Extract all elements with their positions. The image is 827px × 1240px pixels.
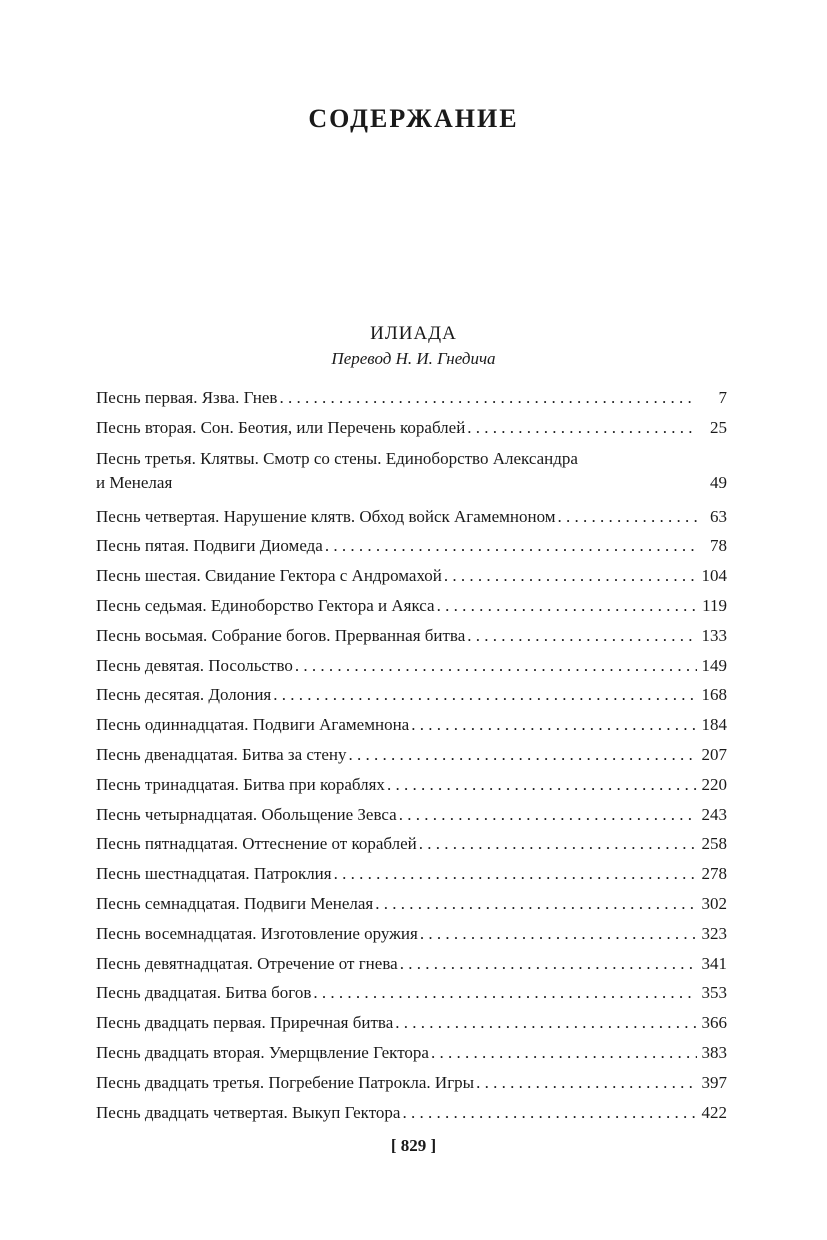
toc-entry-title: Песнь четвертая. Нарушение клятв. Обход войск Агамемноном [96, 506, 556, 526]
toc-leader-dots [476, 1068, 697, 1098]
toc-entry [96, 770, 727, 800]
toc-entry [96, 978, 727, 1008]
toc-entry-title: Песнь шестая. Свидание Гектора с Андромахой [96, 566, 442, 586]
toc-leader-dots [467, 621, 697, 651]
toc-entry [96, 800, 727, 830]
toc-entry-title: Песнь пятая. Подвиги Диомеда [96, 536, 323, 556]
toc-leader-dots [399, 800, 697, 830]
toc-entry [96, 531, 727, 561]
toc-entry-page: 397 [701, 1072, 727, 1092]
toc-leader-dots [349, 740, 697, 770]
toc-entry-title: Песнь первая. Язва. Гнев [96, 388, 278, 407]
toc-entry-page: 133 [701, 625, 727, 645]
toc-leader-dots [273, 680, 697, 710]
toc-entry [96, 1008, 727, 1038]
toc-entry-title: Песнь восьмая. Собрание богов. Прерванная битва [96, 625, 466, 645]
section-subtitle: Перевод Н. И. Гнедича [331, 349, 496, 368]
toc-leader-dots [419, 829, 697, 859]
toc-entry-page: 149 [701, 655, 727, 675]
page-title: СОДЕРЖАНИЕ [308, 104, 519, 133]
toc-leader-dots [334, 859, 697, 889]
toc-entry [96, 651, 727, 681]
toc-entry-page: 49 [710, 472, 727, 492]
table-of-contents [96, 383, 727, 1127]
toc-leader-dots [279, 383, 697, 413]
toc-entry [96, 859, 727, 889]
toc-entry [96, 443, 727, 499]
toc-entry-title: Песнь девятая. Посольство [96, 655, 293, 675]
toc-entry-page: 278 [701, 864, 727, 884]
toc-entry-title: Песнь шестнадцатая. Патроклия [96, 864, 332, 884]
toc-leader-dots [400, 949, 697, 979]
toc-entry-page: 323 [701, 923, 727, 943]
page-number: [ 829 ] [390, 1136, 437, 1155]
toc-leader-dots [295, 651, 697, 681]
toc-entry [96, 889, 727, 919]
toc-leader-dots [467, 413, 697, 443]
toc-entry-title: Песнь восемнадцатая. Изготовление оружия [96, 923, 418, 943]
toc-entry-page: 243 [701, 804, 727, 824]
toc-entry [96, 680, 727, 710]
toc-entry [96, 1068, 727, 1098]
toc-entry-page: 258 [701, 834, 727, 854]
toc-leader-dots [444, 561, 697, 591]
toc-entry-title: Песнь двадцать вторая. Умерщвление Гектора [96, 1042, 429, 1062]
toc-entry-title: Песнь двадцатая. Битва богов [96, 983, 312, 1003]
toc-entry [96, 919, 727, 949]
toc-entry-title: Песнь тринадцатая. Битва при кораблях [96, 774, 385, 794]
toc-entry-title: Песнь двадцать первая. Приречная битва [96, 1013, 394, 1033]
toc-entry-title: Песнь седьмая. Единоборство Гектора и Аякса [96, 595, 435, 615]
toc-entry-title: Песнь десятая. Долония [96, 685, 272, 705]
toc-entry-title: Песнь семнадцатая. Подвиги Менелая [96, 893, 374, 913]
toc-entry [96, 383, 727, 413]
toc-entry-title: Песнь третья. Клятвы. Смотр со стены. Единоборство Александра [96, 448, 578, 468]
toc-entry-title: Песнь одиннадцатая. Подвиги Агамемнона [96, 715, 410, 735]
toc-entry-title: Песнь двадцать четвертая. Выкуп Гектора [96, 1102, 401, 1122]
toc-entry-page: 353 [701, 983, 727, 1003]
toc-leader-dots [411, 710, 697, 740]
toc-entry-page: 422 [701, 1102, 727, 1122]
toc-leader-dots [395, 1008, 697, 1038]
toc-entry-page: 7 [718, 388, 727, 407]
toc-entry [96, 561, 727, 591]
toc-entry-page: 104 [701, 566, 727, 586]
toc-entry-title-continued: и Менелая [96, 472, 173, 492]
toc-leader-dots [375, 889, 697, 919]
toc-leader-dots [313, 978, 697, 1008]
toc-entry [96, 949, 727, 979]
toc-entry [96, 591, 727, 621]
toc-entry-page: 220 [701, 774, 727, 794]
toc-entry-page: 25 [710, 417, 727, 437]
toc-leader-dots [402, 1098, 697, 1128]
toc-entry-title: Песнь вторая. Сон. Беотия, или Перечень кораблей [96, 417, 466, 437]
toc-entry [96, 829, 727, 859]
toc-entry [96, 621, 727, 651]
toc-leader-dots [387, 770, 697, 800]
toc-entry [96, 1038, 727, 1068]
toc-entry-title: Песнь четырнадцатая. Обольщение Зевса [96, 804, 397, 824]
toc-entry-page: 78 [710, 536, 727, 556]
section-title: ИЛИАДА [370, 323, 457, 344]
toc-entry-page: 168 [701, 685, 727, 705]
toc-leader-dots [431, 1038, 697, 1068]
toc-entry [96, 710, 727, 740]
toc-leader-dots [558, 502, 698, 532]
toc-entry-page: 366 [701, 1013, 727, 1033]
toc-entry-page: 383 [701, 1042, 727, 1062]
toc-entry [96, 1098, 727, 1128]
toc-entry-page: 341 [701, 953, 727, 973]
toc-leader-dots [325, 531, 697, 561]
toc-leader-dots [437, 591, 697, 621]
toc-entry-page: 302 [701, 893, 727, 913]
toc-entry [96, 502, 727, 532]
toc-entry-page: 63 [710, 506, 727, 526]
toc-entry [96, 740, 727, 770]
toc-entry-title: Песнь двенадцатая. Битва за стену [96, 744, 347, 764]
toc-entry-title: Песнь пятнадцатая. Оттеснение от кораблей [96, 834, 417, 854]
toc-leader-dots [420, 919, 697, 949]
toc-entry-title: Песнь девятнадцатая. Отречение от гнева [96, 953, 398, 973]
toc-entry-page: 119 [702, 595, 727, 615]
toc-entry [96, 413, 727, 443]
toc-entry-title: Песнь двадцать третья. Погребение Патрокла. Игры [96, 1072, 475, 1092]
toc-entry-page: 207 [701, 744, 727, 764]
toc-entry-page: 184 [701, 715, 727, 735]
